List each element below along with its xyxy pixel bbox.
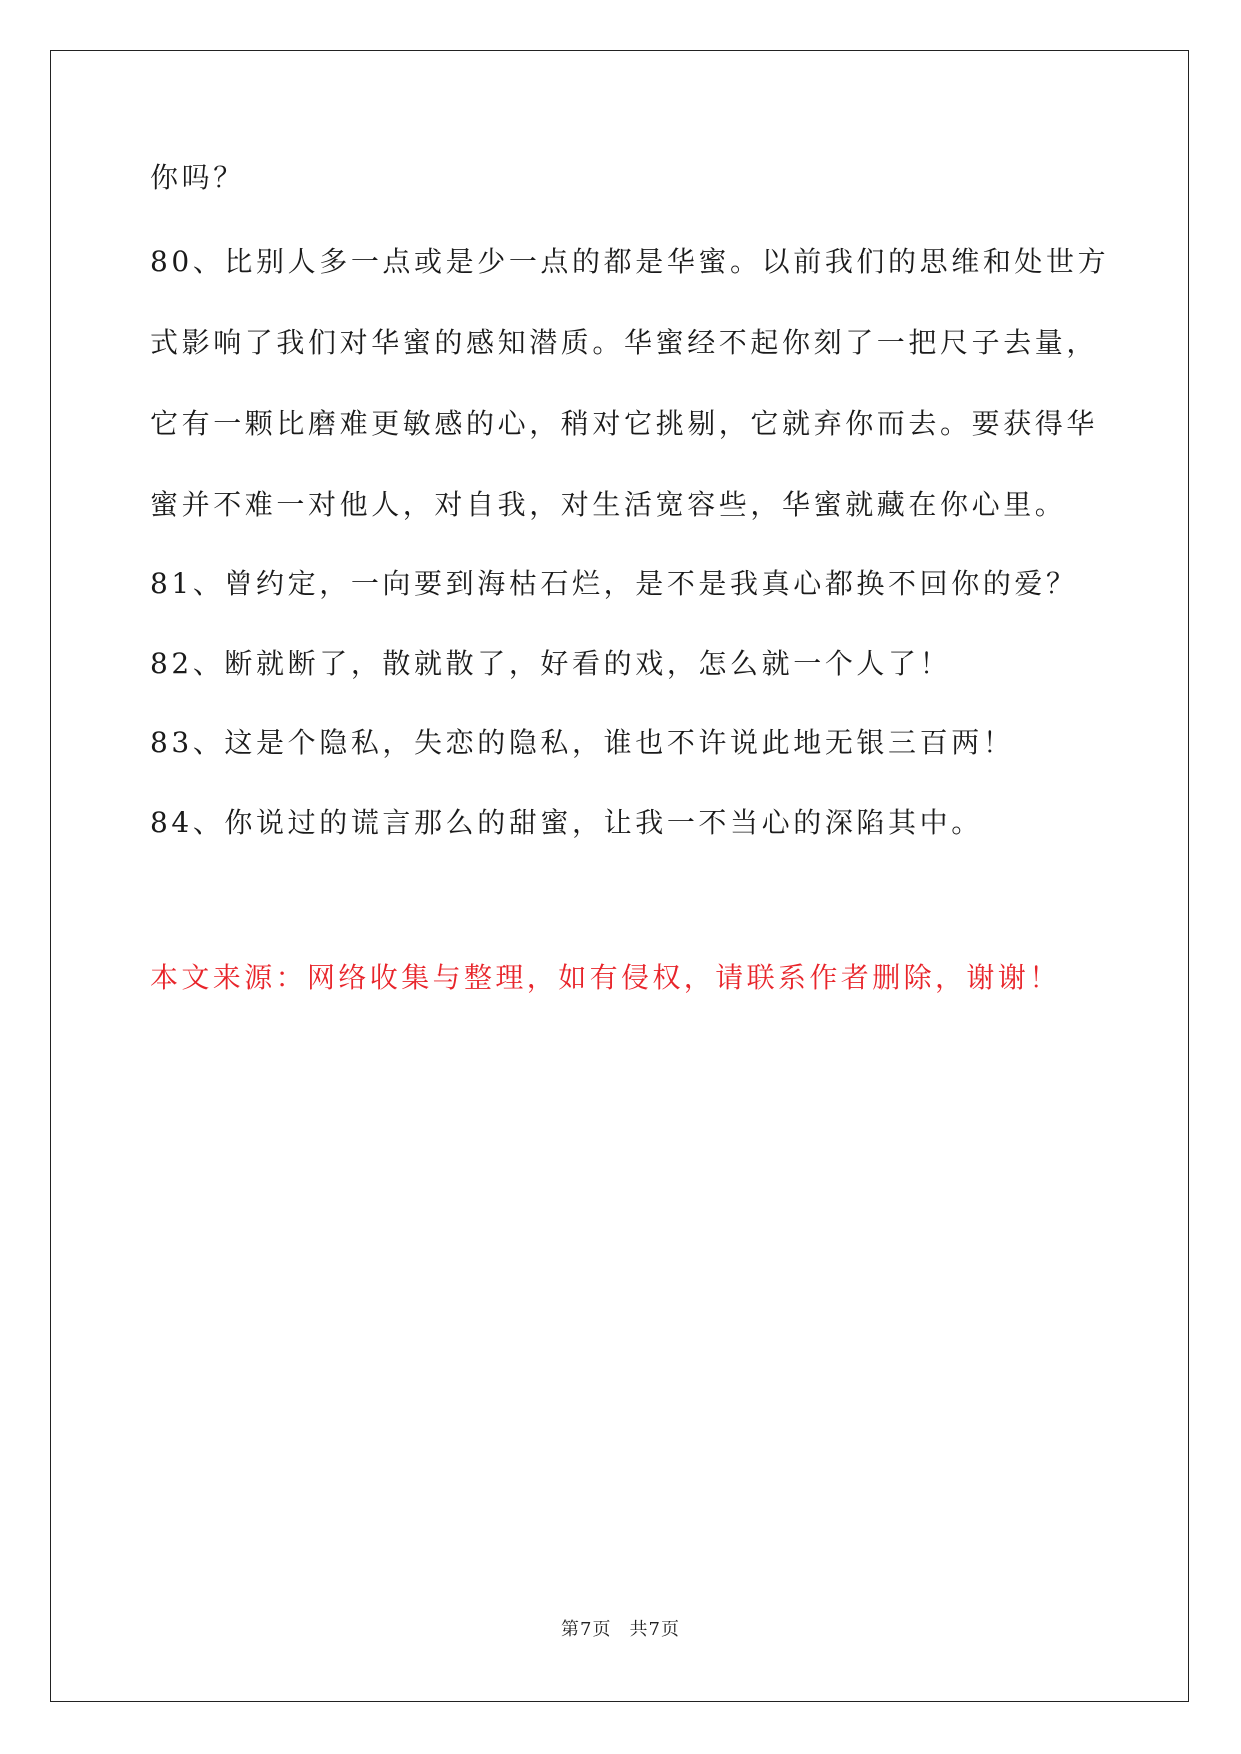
page-number-total: 共7页 — [629, 1619, 680, 1640]
page-border — [50, 50, 1189, 1702]
text-line: 80、比别人多一点或是少一点的都是华蜜。以前我们的思维和处世方 — [150, 245, 1110, 278]
source-note: 本文来源：网络收集与整理，如有侵权，请联系作者删除，谢谢！ — [150, 961, 1061, 994]
page-number-current: 第7页 — [561, 1619, 612, 1640]
text-line: 83、这是个隐私，失恋的隐私，谁也不许说此地无银三百两！ — [150, 726, 1015, 759]
text-line: 蜜并不难一对他人，对自我，对生活宽容些，华蜜就藏在你心里。 — [150, 488, 1067, 521]
page-footer — [0, 1615, 1241, 1641]
text-line: 式影响了我们对华蜜的感知潜质。华蜜经不起你刻了一把尺子去量， — [150, 326, 1099, 359]
text-line: 84、你说过的谎言那么的甜蜜，让我一不当心的深陷其中。 — [150, 806, 983, 839]
text-line: 82、断就断了，散就散了，好看的戏，怎么就一个人了！ — [150, 647, 952, 680]
text-line: 它有一颗比磨难更敏感的心，稍对它挑剔，它就弃你而去。要获得华 — [150, 407, 1099, 440]
text-line: 你吗？ — [150, 161, 245, 194]
text-line: 81、曾约定，一向要到海枯石烂，是不是我真心都换不回你的爱？ — [150, 567, 1078, 600]
